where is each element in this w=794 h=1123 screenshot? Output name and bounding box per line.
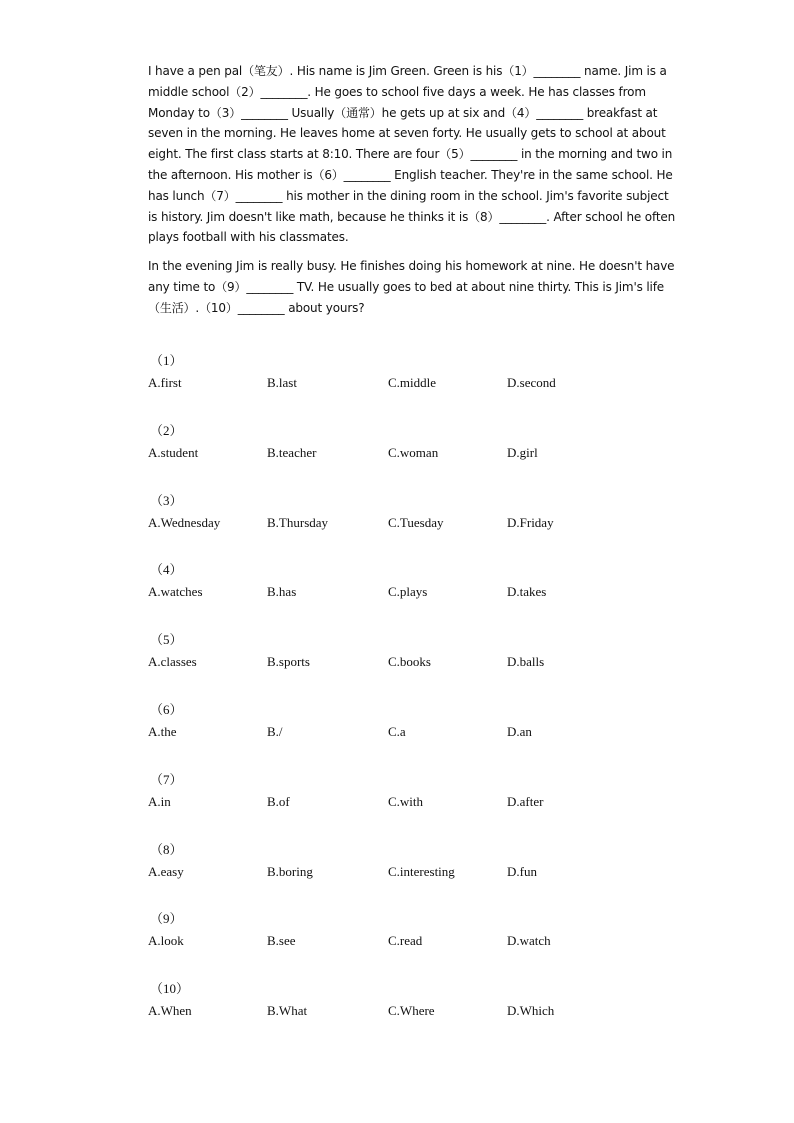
question-number: （4） [150, 562, 183, 578]
option-c: C.woman [388, 444, 439, 460]
option-b: B.Thursday [267, 514, 329, 530]
question-number: （6） [150, 701, 183, 717]
question-number: （8） [150, 841, 183, 857]
option-c: C.books [388, 654, 431, 670]
option-c: C.plays [388, 584, 428, 600]
option-d: D.balls [507, 654, 545, 670]
option-b: B./ [267, 723, 283, 739]
option-d: D.Which [507, 1003, 555, 1019]
question-item [148, 697, 648, 767]
question-list [148, 348, 648, 1046]
question-item [148, 976, 648, 1046]
question-item [148, 418, 648, 488]
option-c: C.Where [388, 1003, 435, 1019]
passage-paragraph-2: In the evening Jim is really busy. He finishes doing his homework at nine. He doesn't have any time to（9）________ TV. He usually goes to bed at about nine thirty. This is Jim's life（生活）.（10）________ about yours? [148, 259, 675, 315]
option-c: C.interesting [388, 863, 455, 879]
option-d: D.fun [507, 863, 537, 879]
option-d: D.after [507, 793, 544, 809]
option-a: A.student [148, 444, 199, 460]
option-a: A.first [148, 375, 182, 390]
question-item [148, 767, 648, 837]
question-number: （5） [150, 632, 183, 648]
option-c: C.read [388, 933, 423, 949]
option-a: A.look [148, 933, 184, 949]
question-item [148, 557, 648, 627]
option-d: D.watch [507, 933, 551, 949]
option-b: B.has [267, 584, 297, 600]
question-number: （1） [150, 353, 183, 368]
option-c: C.middle [388, 375, 437, 390]
option-b: B.boring [267, 863, 313, 879]
option-c: C.a [388, 723, 406, 739]
reading-passage [148, 61, 678, 327]
question-number: （10） [150, 981, 190, 997]
option-a: A.watches [148, 584, 203, 600]
option-a: A.When [148, 1003, 192, 1019]
question-item [148, 906, 648, 976]
option-b: B.of [267, 793, 290, 809]
question-item [148, 348, 648, 418]
question-number: （2） [150, 422, 183, 438]
option-a: A.the [148, 723, 177, 739]
option-b: B.last [267, 375, 297, 390]
option-d: D.an [507, 723, 532, 739]
option-d: D.Friday [507, 514, 554, 530]
option-b: B.teacher [267, 444, 317, 460]
option-b: B.sports [267, 654, 310, 670]
option-d: D.takes [507, 584, 547, 600]
option-a: A.in [148, 793, 171, 809]
option-a: A.Wednesday [148, 514, 221, 530]
question-number: （7） [150, 771, 183, 787]
passage-paragraph-1: I have a pen pal（笔友）. His name is Jim Green. Green is his（1）________ name. Jim is a middle school（2）________. He goes to school five days a week. He has classes from Monday to（3）________ Usually（通常）he gets up at six and（4）________ breakfast at seven in the morning. He leaves home at seven forty. He usually gets to school at about eight. The first class starts at 8:10. There are four（5）________ in the morning and two in the afternoon. His mother is（6）________ English teacher. They're in the same school. He has lunch（7）________ his mother in the dining room in the school. Jim's favorite subject is history. Jim doesn't like math, because he thinks it is（8）________. After school he often plays football with his classmates. [148, 64, 676, 245]
option-c: C.with [388, 793, 424, 809]
option-c: C.Tuesday [388, 514, 444, 530]
option-a: A.classes [148, 654, 197, 670]
option-b: B.What [267, 1003, 308, 1019]
question-item [148, 837, 648, 907]
option-d: D.girl [507, 444, 538, 460]
question-item [148, 488, 648, 558]
option-a: A.easy [148, 863, 184, 879]
question-item [148, 627, 648, 697]
question-number: （9） [150, 911, 183, 927]
question-number: （3） [150, 492, 183, 508]
option-d: D.second [507, 375, 556, 390]
option-b: B.see [267, 933, 296, 949]
